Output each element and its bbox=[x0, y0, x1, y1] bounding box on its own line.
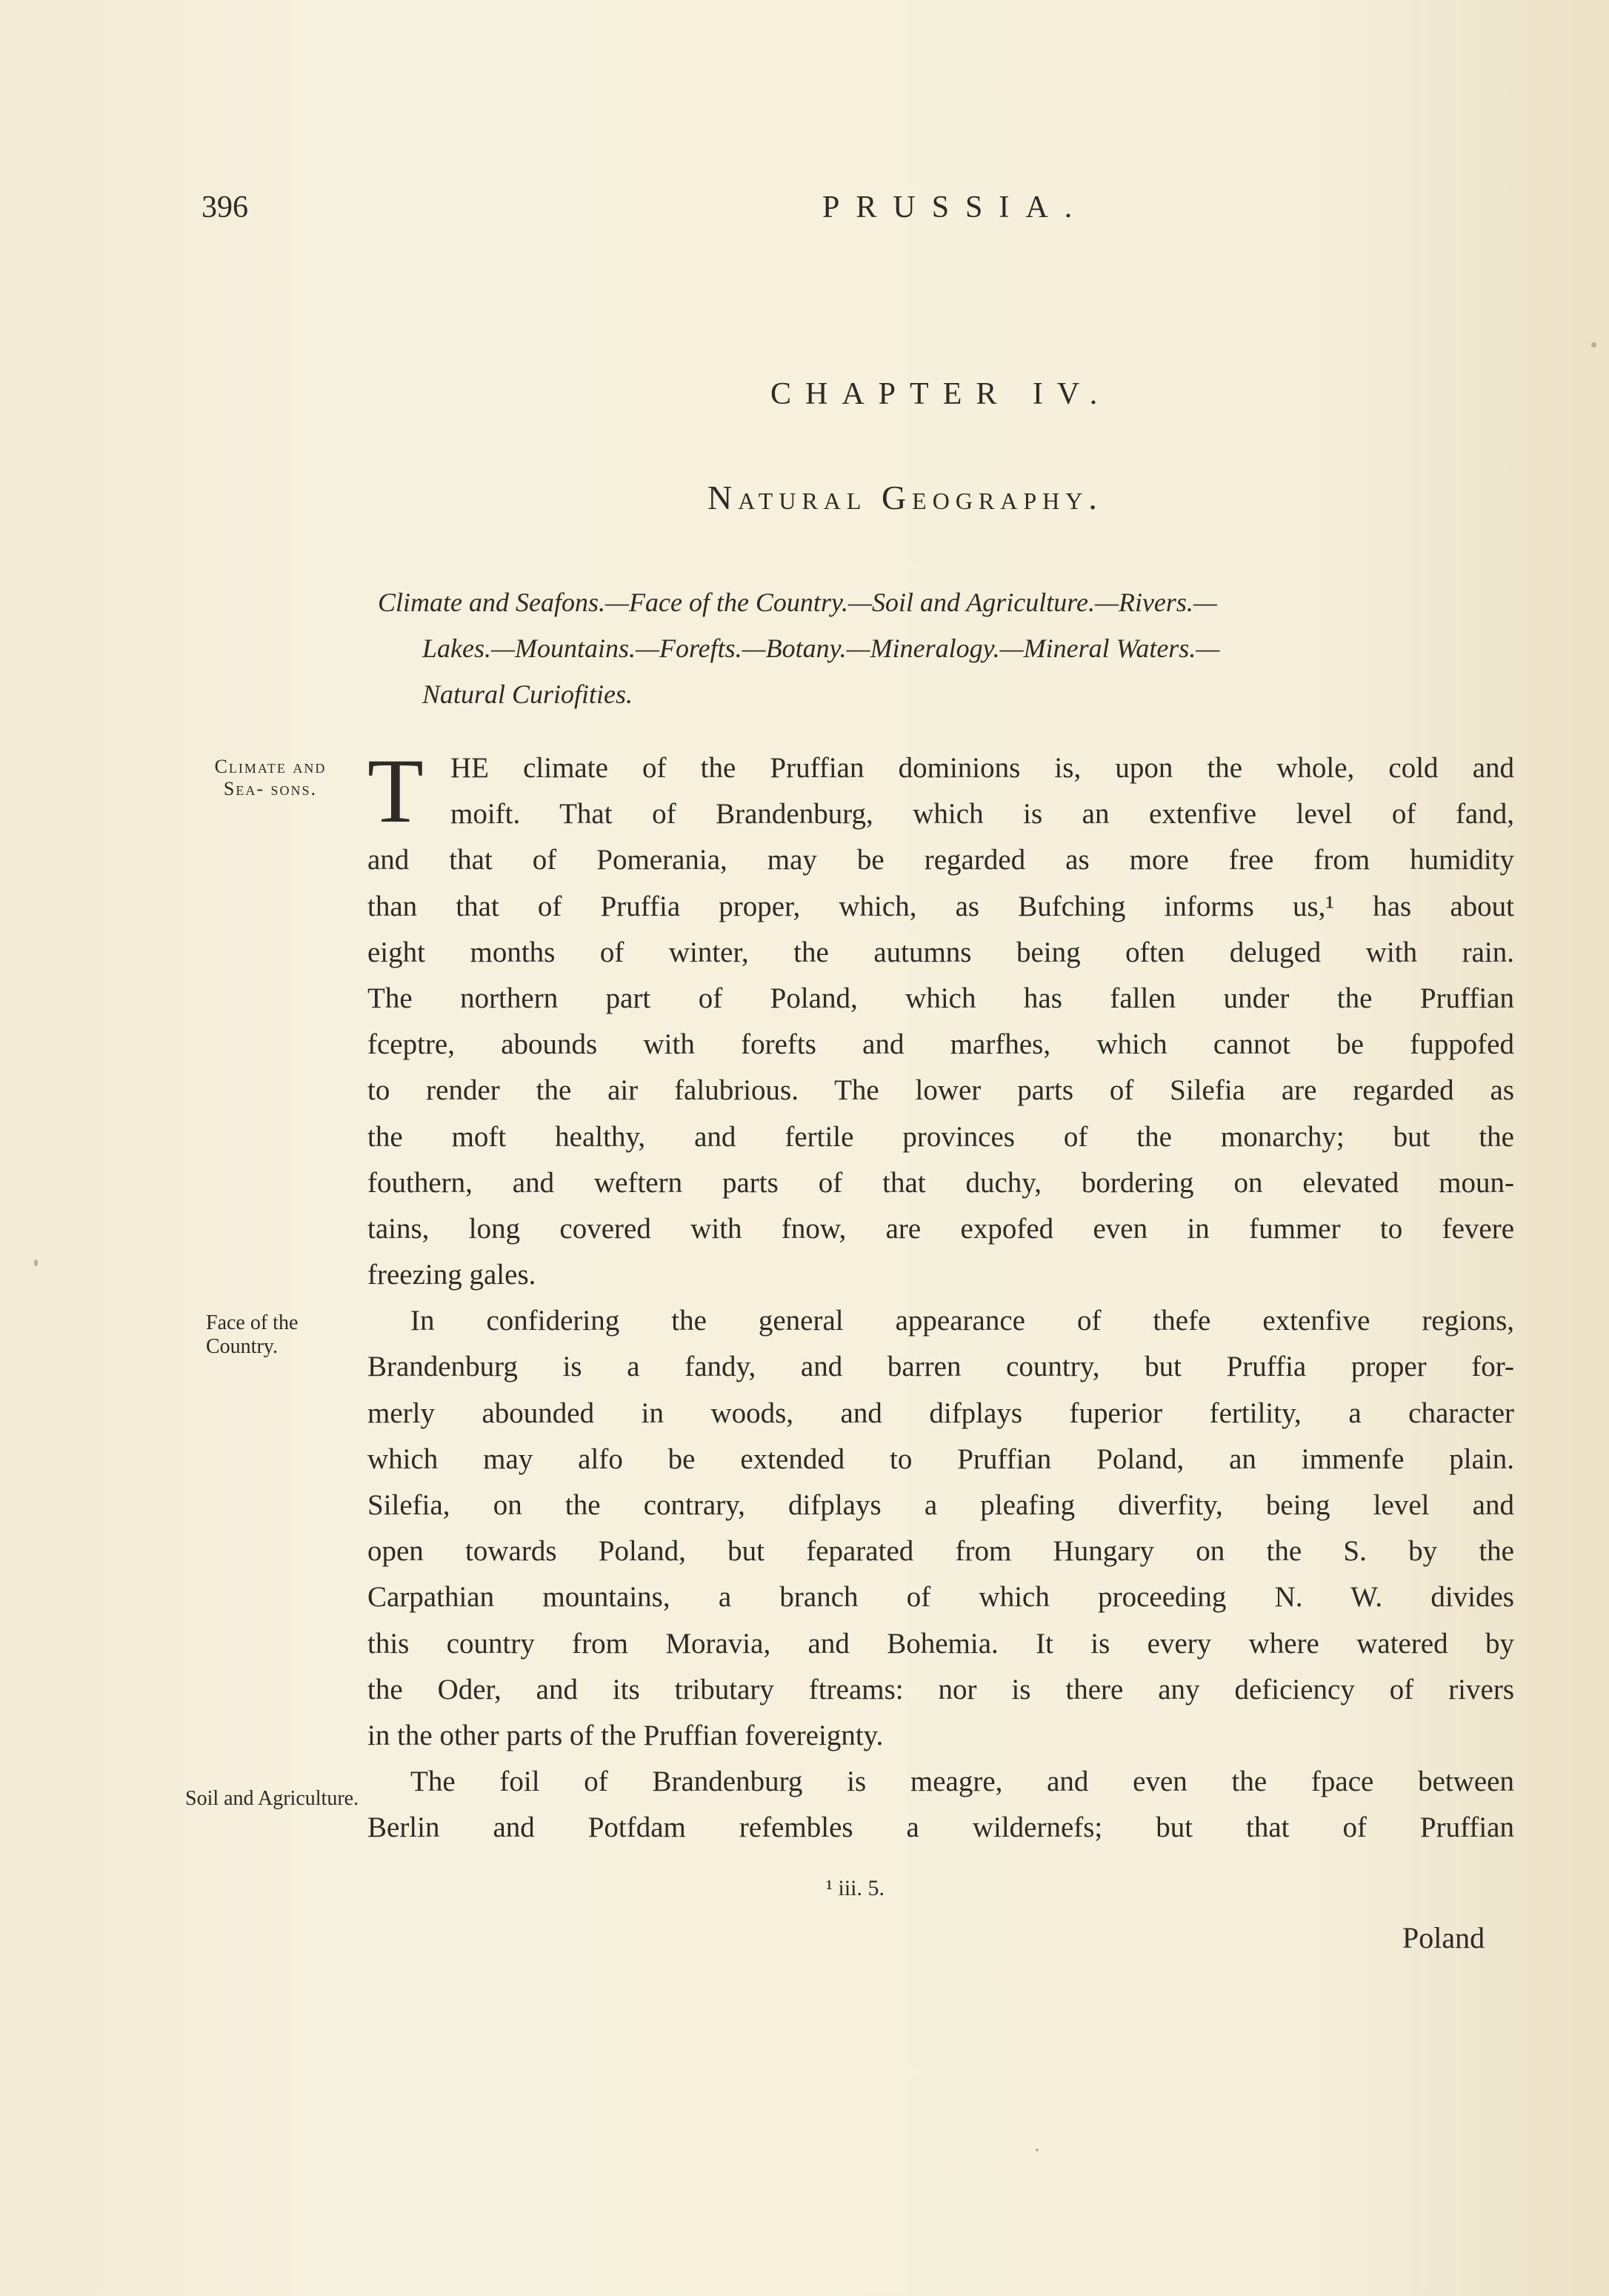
text-line: freezing gales. bbox=[367, 1259, 536, 1291]
text-line: than that of Pruffia proper, which, as Bufching informs us,¹ has about bbox=[367, 890, 1514, 922]
summary-line: Lakes.—Mountains.—Forefts.—Botany.—Mineralogy.—Mineral Waters.— bbox=[422, 633, 1220, 663]
text-line: moift. That of Brandenburg, which is an extenfive level of fand, bbox=[450, 798, 1514, 831]
sidenote-soil-agriculture: Soil and Agriculture. bbox=[185, 1787, 359, 1810]
summary-line: Climate and Seafons.—Face of the Country.—Soil and Agriculture.—Rivers.— bbox=[378, 588, 1217, 617]
chapter-summary bbox=[378, 579, 1519, 717]
text-line: In confidering the general appearance of thefe extenfive regions, bbox=[410, 1305, 1514, 1337]
page-number: 396 bbox=[201, 190, 248, 224]
text-line: eight months of winter, the autumns being often deluged with rain. bbox=[367, 936, 1514, 968]
drop-cap: T bbox=[367, 740, 424, 842]
text-line: fouthern, and weftern parts of that duchy, bordering on elevated moun- bbox=[367, 1166, 1514, 1199]
text-line: Silefia, on the contrary, difplays a pleafing diverfity, being level and bbox=[367, 1489, 1514, 1521]
paper-speck bbox=[34, 1260, 38, 1266]
text-line: which may alfo be extended to Pruffian Poland, an immenfe plain. bbox=[367, 1443, 1514, 1475]
running-head: PRUSSIA. bbox=[822, 190, 1089, 224]
text-line: HE climate of the Pruffian dominions is, upon the whole, cold and bbox=[450, 752, 1514, 784]
catchword: Poland bbox=[1402, 1921, 1485, 1954]
footnote: ¹ iii. 5. bbox=[826, 1876, 885, 1900]
text-line: in the other parts of the Pruffian fovereignty. bbox=[367, 1719, 884, 1751]
sidenote-face-of-country: Face of the Country. bbox=[206, 1311, 299, 1358]
text-line: Brandenburg is a fandy, and barren country, but Pruffia proper for- bbox=[367, 1351, 1514, 1383]
text-line: Carpathian mountains, a branch of which proceeding N. W. divides bbox=[367, 1581, 1514, 1614]
section-title: Natural Geography. bbox=[707, 479, 1103, 516]
text-line: merly abounded in woods, and difplays fuperior fertility, a character bbox=[367, 1397, 1514, 1429]
sidenote-climate: Climate and Sea- sons. bbox=[214, 756, 327, 799]
text-line: The foil of Brandenburg is meagre, and even the fpace between bbox=[410, 1766, 1514, 1798]
paper-speck bbox=[1036, 2149, 1039, 2152]
text-line: tains, long covered with fnow, are expofed even in fummer to fevere bbox=[367, 1212, 1514, 1245]
summary-line: Natural Curiofities. bbox=[422, 679, 633, 709]
text-line: and that of Pomerania, may be regarded as more free from humidity bbox=[367, 844, 1514, 876]
text-line: Berlin and Potfdam refembles a wildernefs; but that of Pruffian bbox=[367, 1811, 1514, 1844]
text-line: the moft healthy, and fertile provinces of the monarchy; but the bbox=[367, 1120, 1514, 1153]
paper-speck bbox=[1591, 342, 1596, 347]
text-line: to render the air falubrious. The lower parts of Silefia are regarded as bbox=[367, 1074, 1514, 1107]
text-line: open towards Poland, but feparated from Hungary on the S. by the bbox=[367, 1535, 1514, 1568]
text-line: fceptre, abounds with forefts and marfhes, which cannot be fuppofed bbox=[367, 1028, 1514, 1061]
text-line: this country from Moravia, and Bohemia. It is every where watered by bbox=[367, 1627, 1514, 1660]
body-text bbox=[367, 740, 1514, 1851]
chapter-heading: CHAPTER IV. bbox=[770, 377, 1112, 411]
text-line: The northern part of Poland, which has fallen under the Pruffian bbox=[367, 982, 1514, 1014]
text-line: the Oder, and its tributary ftreams: nor is there any deficiency of rivers bbox=[367, 1673, 1514, 1706]
